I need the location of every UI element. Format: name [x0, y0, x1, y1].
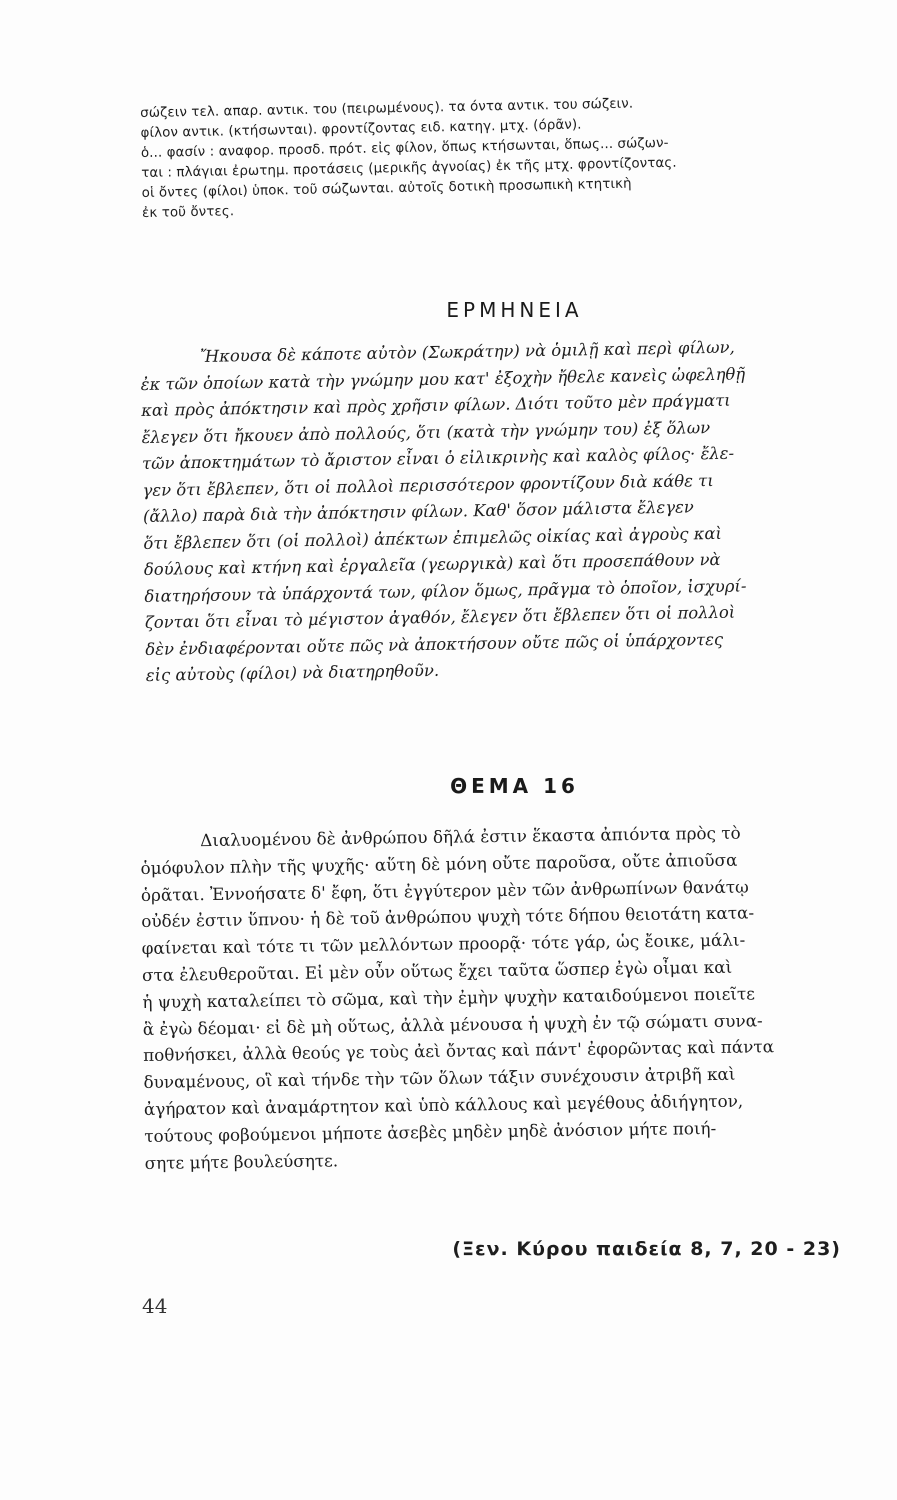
notes-line: ται : πλάγιαι ἐρωτημ. προτάσεις (μερικῆς ἀγνοίας) ἐκ τῆς μτχ. φροντίζοντας. [141, 155, 677, 181]
interpretation-line: εἰς αὐτοὺς (φίλοι) νὰ διατηρηθοῦν. [145, 660, 440, 685]
interpretation-line: τῶν ἀποκτημάτων τὸ ἄριστον εἶναι ὁ εἰλικρινὴς καὶ καλὸς φίλος· ἔλε- [141, 443, 735, 473]
theme-line: Διαλυομένου δὲ ἀνθρώπου δῆλά ἐστιν ἕκαστα ἀπιόντα πρὸς τὸ [200, 822, 741, 851]
notes-line: σώζειν τελ. απαρ. αντικ. του (πειρωμένους). τα όντα αντικ. του σώζειν. [140, 96, 634, 121]
theme-line: δυναμένους, οἳ καὶ τήνδε τὴν τῶν ὅλων τάξιν συνέχουσιν ἀτριβῆ καὶ [143, 1063, 736, 1093]
theme-line: φαίνεται καὶ τότε τι τῶν μελλόντων προορᾷ· τότε γάρ, ὡς ἔοικε, μάλι- [141, 929, 746, 959]
source-citation: (Ξεν. Κύρου παιδεία 8, 7, 20 - 23) [452, 1238, 841, 1260]
interpretation-text [140, 333, 858, 690]
interpretation-line: ὅτι ἔβλεπεν ὅτι (οἱ πολλοὶ) ἀπέκτων ἐπιμελῶς οἰκίας καὶ ἀγροὺς καὶ [143, 523, 723, 553]
theme-line: ἀγήρατον καὶ ἀναμάρτητον καὶ ὑπὸ κάλλους καὶ μεγέθους ἀδιήγητον, [143, 1090, 744, 1119]
notes-line: οἱ ὄντες (φίλοι) ὑποκ. τοῦ σώζωνται. αὐτοῖς δοτικὴ προσωπικὴ κτητικὴ [141, 176, 632, 201]
page-number: 44 [142, 1294, 168, 1318]
theme-line: οὐδέν ἐστιν ὕπνου· ἡ δὲ τοῦ ἀνθρώπου ψυχὴ τότε δήπου θειοτάτη κατα- [141, 902, 755, 932]
interpretation-line: καὶ πρὸς ἀπόκτησιν καὶ πρὸς χρῆσιν φίλων. Διότι τοῦτο μὲν πράγματι [140, 390, 731, 420]
theme-line: ἃ ἐγὼ δέομαι· εἰ δὲ μὴ οὕτως, ἀλλὰ μένουσα ἡ ψυχὴ ἐν τῷ σώματι συνα- [142, 1009, 763, 1039]
theme-heading: ΘΕΜΑ 16 [450, 774, 579, 798]
theme-line: σητε μήτε βουλεύσητε. [144, 1149, 339, 1173]
interpretation-line: ζονται ὅτι εἶναι τὸ μέγιστον ἀγαθόν, ἔλεγεν ὅτι ἔβλεπεν ὅτι οἱ πολλοὶ [144, 602, 736, 632]
notes-line: ἐκ τοῦ ὄντες. [141, 204, 235, 221]
interpretation-line: ἐκ τῶν ὁποίων κατὰ τὴν γνώμην μου κατ' ἐξοχὴν ἤθελε κανεὶς ὠφεληθῇ [140, 363, 746, 394]
theme-line: τούτους φοβούμενοι μήποτε ἀσεβὲς μηδὲν μηδὲ ἀνόσιον μήτε ποιή- [144, 1117, 717, 1146]
interpretation-line: διατηρήσουν τὰ ὑπάρχοντά των, φίλον ὅμως, πρᾶγμα τὸ ὁποῖον, ἰσχυρί- [144, 575, 747, 606]
theme-line: ποθνήσκει, ἀλλὰ θεούς γε τοὺς ἀεὶ ὄντας καὶ πάντ' ἐφορῶντας καὶ πάντα [143, 1036, 775, 1066]
theme-line: στα ἐλευθεροῦται. Εἰ μὲν οὖν οὕτως ἔχει ταῦτα ὥσπερ ἐγὼ οἶμαι καὶ [141, 956, 733, 985]
theme-greek-text [140, 818, 857, 1176]
interpretation-heading: ΕΡΜΗΝΕΙΑ [446, 298, 583, 322]
interpretation-line: Ἤκουσα δὲ κάποτε αὐτὸν (Σωκράτην) νὰ ὁμιλῇ καὶ περὶ φίλων, [200, 337, 735, 366]
theme-line: ἡ ψυχὴ καταλείπει τὸ σῶμα, καὶ τὴν ἐμὴν ψυχὴν καταιδούμενοι ποιεῖτε [142, 983, 756, 1012]
grammar-notes [140, 90, 854, 224]
interpretation-line: δούλους καὶ κτήνη καὶ ἐργαλεῖα (γεωργικὰ) καὶ ὅτι προσεπάθουν νὰ [143, 549, 721, 579]
theme-line: ὁρᾶται. Ἐννοήσατε δ' ἔφη, ὅτι ἐγγύτερον μὲν τῶν ἀνθρωπίνων θανάτῳ [140, 876, 749, 905]
interpretation-line: γεν ὅτι ἔβλεπεν, ὅτι οἱ πολλοὶ περισσότερον φροντίζουν διὰ κάθε τι [142, 470, 714, 500]
interpretation-line: ἔλεγεν ὅτι ἤκουεν ἀπὸ πολλούς, ὅτι (κατὰ τὴν γνώμην του) ἐξ ὅλων [141, 417, 711, 447]
interpretation-line: δὲν ἐνδιαφέρονται οὔτε πῶς νὰ ἀποκτήσουν οὔτε πῶς οἱ ὑπάρχοντες [145, 629, 724, 659]
notes-line: φίλον αντικ. (κτήσωνται). φροντίζοντας ειδ. κατηγ. μτχ. (όρᾶν). [140, 117, 582, 141]
interpretation-line: (ἄλλο) παρὰ διὰ τὴν ἀπόκτησιν φίλων. Καθ' ὅσον μάλιστα ἔλεγεν [142, 497, 694, 526]
theme-line: ὁμόφυλον πλὴν τῆς ψυχῆς· αὕτη δὲ μόνη οὔτε παροῦσα, οὔτε ἀπιοῦσα [140, 849, 738, 878]
notes-line: ὁ... φασίν : αναφορ. προσδ. πρότ. εἰς φίλον, ὅπως κτήσωνται, ὅπως... σώζων- [140, 135, 669, 161]
